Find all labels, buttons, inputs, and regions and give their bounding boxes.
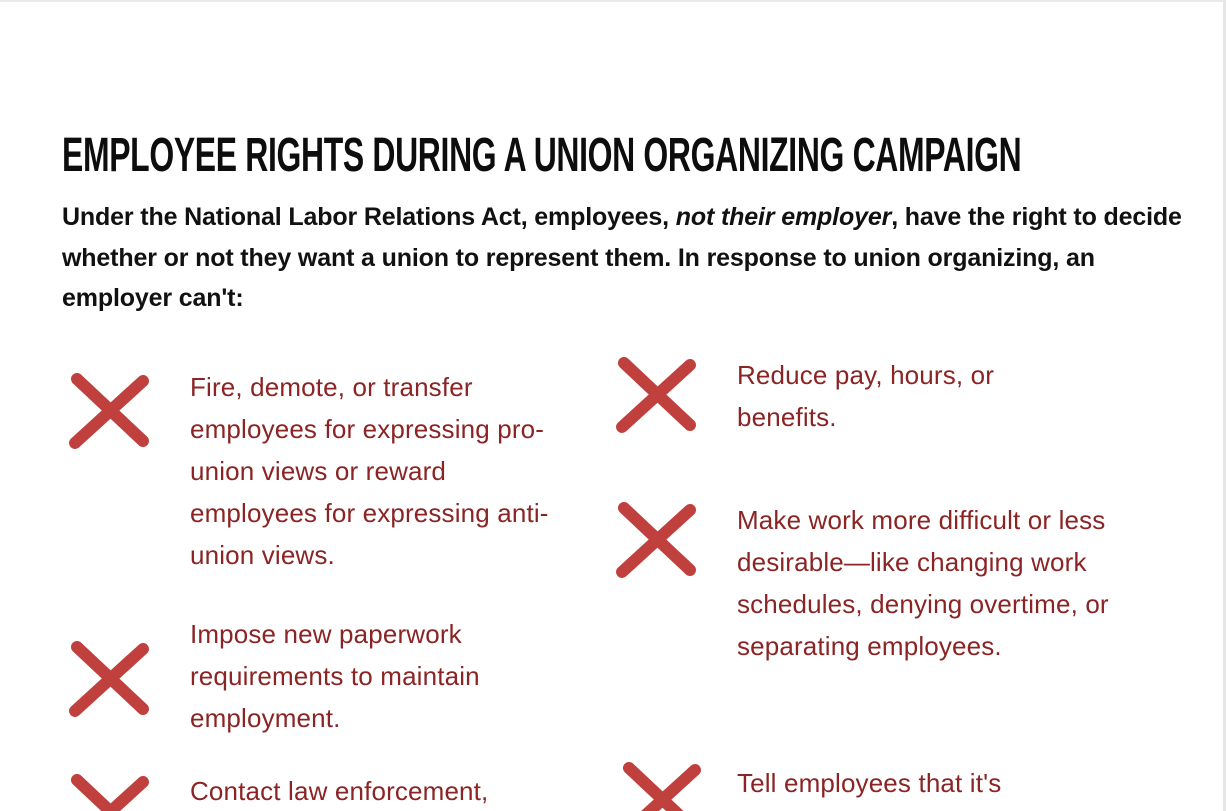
intro-part-2: , have the right to decide whether or not they want a union to represent them. In response to union organizing, an employer can't: [62, 203, 1182, 312]
intro-paragraph [62, 197, 1182, 319]
x-mark-icon [67, 772, 153, 811]
prohibited-item-text: Fire, demote, or transfer employees for expressing pro-union views or reward employees for expressing anti-union views. [190, 372, 549, 570]
prohibited-item-text: Reduce pay, hours, or benefits. [737, 360, 995, 432]
prohibited-item-text: Tell employees that it's [737, 768, 1002, 798]
intro-emphasis: not their employer [675, 203, 892, 231]
document-title: EMPLOYEE RIGHTS DURING A UNION ORGANIZING CAMPAIGN [62, 129, 1022, 182]
x-mark-icon [619, 760, 705, 811]
x-mark-icon [614, 355, 700, 435]
x-mark-icon [67, 371, 153, 451]
prohibited-item-text: Impose new paperwork requirements to maintain employment. [190, 619, 480, 733]
x-mark-icon [614, 500, 700, 580]
prohibited-item-text: Make work more difficult or less desirable—like changing work schedules, denying overtime, or separating employees. [737, 505, 1109, 661]
top-divider [0, 0, 1226, 2]
intro-part-1: Under the National Labor Relations Act, employees, [62, 203, 676, 231]
x-mark-icon [67, 639, 153, 719]
prohibited-item-text: Contact law enforcement, [190, 776, 489, 806]
